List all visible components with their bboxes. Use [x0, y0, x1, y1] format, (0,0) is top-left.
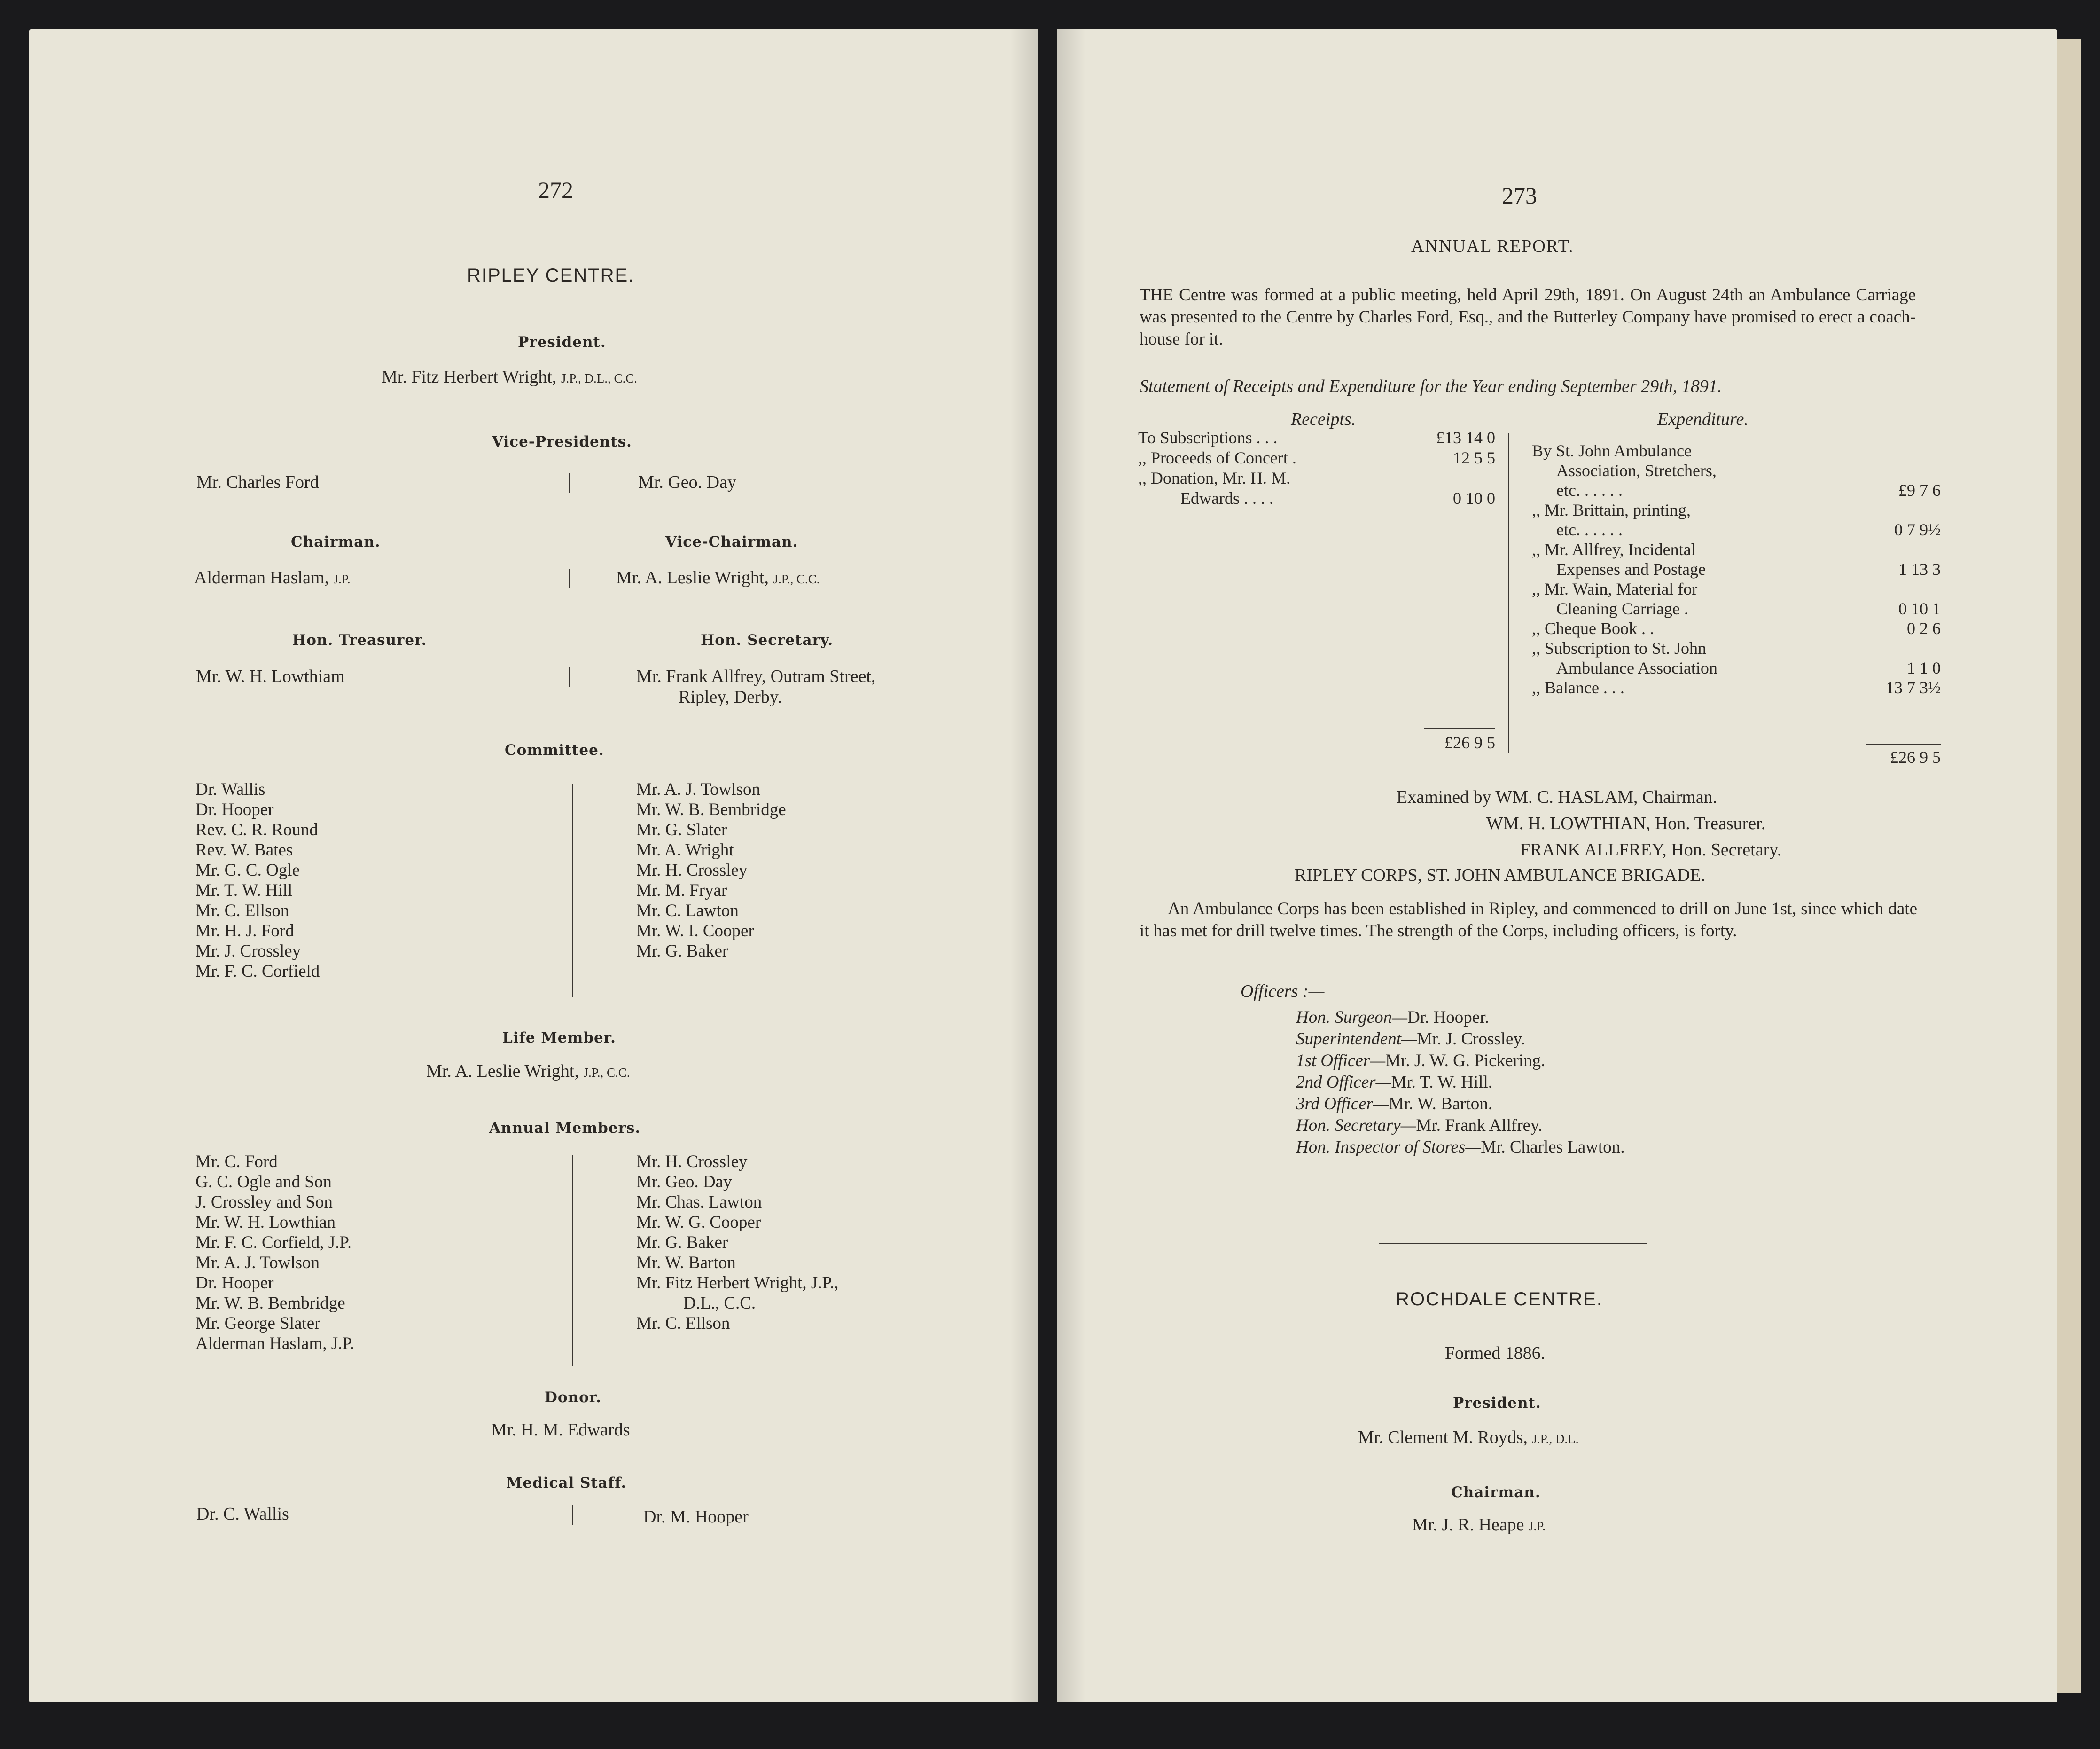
list-item: Mr. G. Baker	[636, 941, 728, 961]
vice-president-right: Mr. Geo. Day	[638, 472, 736, 492]
list-item: Mr. A. Wright	[636, 840, 734, 860]
report-title: ANNUAL REPORT.	[1411, 236, 1574, 256]
rochdale-president: Mr. Clement M. Royds, J.P., D.L.	[1358, 1427, 1579, 1447]
page-number: 272	[538, 177, 573, 203]
secretary-line-1: Mr. Frank Allfrey, Outram Street,	[636, 667, 876, 686]
ledger-row: To Subscriptions . . . £13 14 0	[1138, 428, 1495, 447]
list-item: Mr. F. C. Corfield	[195, 962, 320, 981]
list-item: Mr. C. Ellson	[636, 1314, 730, 1333]
list-item: Mr. W. G. Cooper	[636, 1213, 761, 1232]
list-item: Mr. G. Slater	[636, 820, 727, 839]
ledger-row: Edwards . . . . 0 10 0	[1180, 489, 1495, 508]
expenditure-list	[1532, 441, 1941, 698]
treasurer-name: Mr. W. H. Lowthiam	[196, 667, 345, 686]
report-paragraph: THE Centre was formed at a public meeting, held April 29th, 1891. On August 24th an Ambulance Carriage was presented to the Centre by Charles Ford, Esq., and the Butterley Company have promised to erect a coach-house for it.	[1140, 285, 1916, 349]
rochdale-title: ROCHDALE CENTRE.	[1396, 1289, 1603, 1310]
list-item: Rev. C. R. Round	[195, 820, 318, 839]
right-page	[1057, 29, 2057, 1702]
list-item: Mr. C. Lawton	[636, 901, 739, 920]
list-item: Hon. Inspector of Stores—Mr. Charles Lawton.	[1296, 1137, 1625, 1157]
list-item: Mr. C. Ellson	[195, 901, 289, 920]
secretary-line-2: Ripley, Derby.	[679, 687, 782, 707]
examined-line-1: Examined by WM. C. HASLAM, Chairman.	[1397, 787, 1717, 807]
ledger-row: ,, Donation, Mr. H. M.	[1138, 469, 1290, 487]
committee-right-list	[636, 779, 786, 961]
rochdale-president-heading: President.	[1453, 1395, 1541, 1412]
expenditure-heading: Expenditure.	[1657, 409, 1749, 429]
list-item: Rev. W. Bates	[195, 840, 293, 860]
medical-right: Dr. M. Hooper	[643, 1507, 749, 1527]
donor-name: Mr. H. M. Edwards	[491, 1420, 630, 1440]
list-item: Mr. H. Crossley	[636, 1152, 748, 1171]
divider	[572, 1155, 573, 1366]
officers-heading: Officers :—	[1241, 981, 1325, 1001]
ledger-row: ,, Balance . . . 13 7 3½	[1532, 678, 1941, 697]
spine-shadow	[1010, 29, 1038, 1702]
list-item: Mr. W. B. Bembridge	[636, 800, 786, 819]
committee-left-list	[195, 779, 320, 981]
list-item: Mr. George Slater	[195, 1314, 320, 1333]
chairman-name: Alderman Haslam, J.P.	[194, 568, 351, 588]
vice-chairman-heading: Vice-Chairman.	[665, 533, 798, 550]
list-item: Dr. Wallis	[195, 780, 265, 799]
divider	[569, 569, 570, 588]
ledger-row: etc. . . . . . £9 7 6	[1556, 481, 1941, 500]
list-item: Hon. Surgeon—Dr. Hooper.	[1296, 1008, 1489, 1027]
treasurer-heading: Hon. Treasurer.	[292, 632, 427, 649]
annual-left-list	[195, 1152, 354, 1354]
examined-line-3: FRANK ALLFREY, Hon. Secretary.	[1520, 840, 1782, 860]
ledger-row: Expenses and Postage 1 13 3	[1556, 560, 1941, 579]
divider	[569, 667, 570, 687]
committee-heading: Committee.	[505, 742, 604, 759]
list-item: Mr. Fitz Herbert Wright, J.P.,	[636, 1273, 839, 1293]
divider	[569, 473, 570, 493]
list-item: Dr. Hooper	[195, 800, 274, 819]
list-item: Dr. Hooper	[195, 1273, 274, 1293]
corps-heading: RIPLEY CORPS, ST. JOHN AMBULANCE BRIGADE.	[1295, 865, 1706, 885]
list-item: Mr. H. Crossley	[636, 861, 748, 880]
list-item: D.L., C.C.	[683, 1294, 756, 1313]
list-item: Mr. W. I. Cooper	[636, 921, 754, 941]
receipts-list	[1138, 428, 1495, 509]
ledger-row: Cleaning Carriage . 0 10 1	[1556, 599, 1941, 618]
vice-president-left: Mr. Charles Ford	[196, 472, 319, 492]
rochdale-chairman: Mr. J. R. Heape J.P.	[1412, 1515, 1546, 1535]
ledger-row: Association, Stretchers,	[1556, 461, 1717, 480]
list-item: 2nd Officer—Mr. T. W. Hill.	[1296, 1073, 1492, 1092]
list-item: Mr. Chas. Lawton	[636, 1192, 762, 1212]
list-item: Mr. W. B. Bembridge	[195, 1294, 345, 1313]
divider	[572, 784, 573, 997]
page-edge	[2057, 39, 2081, 1693]
list-item: Superintendent—Mr. J. Crossley.	[1296, 1029, 1525, 1049]
ledger-row: ,, Subscription to St. John	[1532, 639, 1707, 658]
list-item: Mr. W. Barton	[636, 1253, 736, 1272]
list-item: Mr. G. C. Ogle	[195, 861, 300, 880]
list-item: G. C. Ogle and Son	[195, 1172, 332, 1192]
list-item: Mr. A. J. Towlson	[636, 780, 761, 799]
section-divider	[1379, 1243, 1647, 1244]
centre-title: RIPLEY CENTRE.	[467, 265, 635, 286]
list-item: Mr. F. C. Corfield, J.P.	[195, 1233, 352, 1252]
list-item: Mr. A. J. Towlson	[195, 1253, 320, 1272]
list-item: Mr. G. Baker	[636, 1233, 728, 1252]
receipts-heading: Receipts.	[1291, 409, 1356, 429]
medical-staff-heading: Medical Staff.	[506, 1474, 627, 1491]
receipts-total: £26 9 5	[1444, 733, 1495, 752]
donor-heading: Donor.	[545, 1389, 602, 1406]
president-name: Mr. Fitz Herbert Wright, J.P., D.L., C.C.	[382, 367, 637, 387]
spine-shadow	[1057, 29, 1085, 1702]
medical-left: Dr. C. Wallis	[196, 1504, 289, 1524]
officers-list	[1296, 1007, 1625, 1158]
total-rule	[1424, 728, 1495, 729]
examined-line-2: WM. H. LOWTHIAN, Hon. Treasurer.	[1486, 814, 1766, 833]
corps-paragraph: An Ambulance Corps has been established in Ripley, and commenced to drill on June 1st, since which date it has met for drill twelve times. The strength of the Corps, including officers, is forty.	[1140, 899, 1917, 941]
list-item: Mr. W. H. Lowthian	[195, 1213, 336, 1232]
ledger-row: By St. John Ambulance	[1532, 441, 1692, 460]
ledger-row: ,, Mr. Brittain, printing,	[1532, 501, 1691, 519]
ledger-row: ,, Cheque Book . . 0 2 6	[1532, 619, 1941, 638]
vice-presidents-heading: Vice-Presidents.	[492, 433, 632, 450]
ledger-row: ,, Mr. Wain, Material for	[1532, 580, 1698, 598]
ledger-row: etc. . . . . . 0 7 9½	[1556, 520, 1941, 539]
divider	[572, 1505, 573, 1525]
annual-members-heading: Annual Members.	[489, 1120, 641, 1137]
list-item: Hon. Secretary—Mr. Frank Allfrey.	[1296, 1116, 1543, 1135]
ledger-divider	[1508, 433, 1509, 753]
expenditure-total: £26 9 5	[1890, 748, 1941, 767]
secretary-heading: Hon. Secretary.	[701, 632, 834, 649]
list-item: Mr. T. W. Hill	[195, 881, 293, 900]
list-item: Mr. J. Crossley	[195, 941, 301, 961]
life-member-name: Mr. A. Leslie Wright, J.P., C.C.	[426, 1061, 630, 1081]
rochdale-chairman-heading: Chairman.	[1451, 1484, 1541, 1501]
chairman-heading: Chairman.	[291, 533, 381, 550]
president-heading: President.	[518, 334, 606, 351]
ledger-row: Ambulance Association 1 1 0	[1556, 659, 1941, 677]
list-item: Alderman Haslam, J.P.	[195, 1334, 355, 1353]
vice-chairman-name: Mr. A. Leslie Wright, J.P., C.C.	[616, 568, 820, 588]
left-page	[29, 29, 1038, 1702]
list-item: Mr. C. Ford	[195, 1152, 278, 1171]
list-item: 1st Officer—Mr. J. W. G. Pickering.	[1296, 1051, 1546, 1070]
list-item: Mr. H. J. Ford	[195, 921, 294, 941]
list-item: 3rd Officer—Mr. W. Barton.	[1296, 1094, 1492, 1114]
list-item: Mr. Geo. Day	[636, 1172, 732, 1192]
ledger-row: ,, Proceeds of Concert . 12 5 5	[1138, 448, 1495, 467]
total-rule	[1866, 744, 1941, 745]
rochdale-formed: Formed 1886.	[1445, 1343, 1546, 1363]
life-member-heading: Life Member.	[502, 1029, 616, 1046]
page-number: 273	[1502, 182, 1537, 209]
statement-heading: Statement of Receipts and Expenditure for the Year ending September 29th, 1891.	[1140, 376, 1722, 396]
annual-right-list	[636, 1152, 839, 1333]
list-item: J. Crossley and Son	[195, 1192, 333, 1212]
list-item: Mr. M. Fryar	[636, 881, 727, 900]
ledger-row: ,, Mr. Allfrey, Incidental	[1532, 540, 1696, 559]
